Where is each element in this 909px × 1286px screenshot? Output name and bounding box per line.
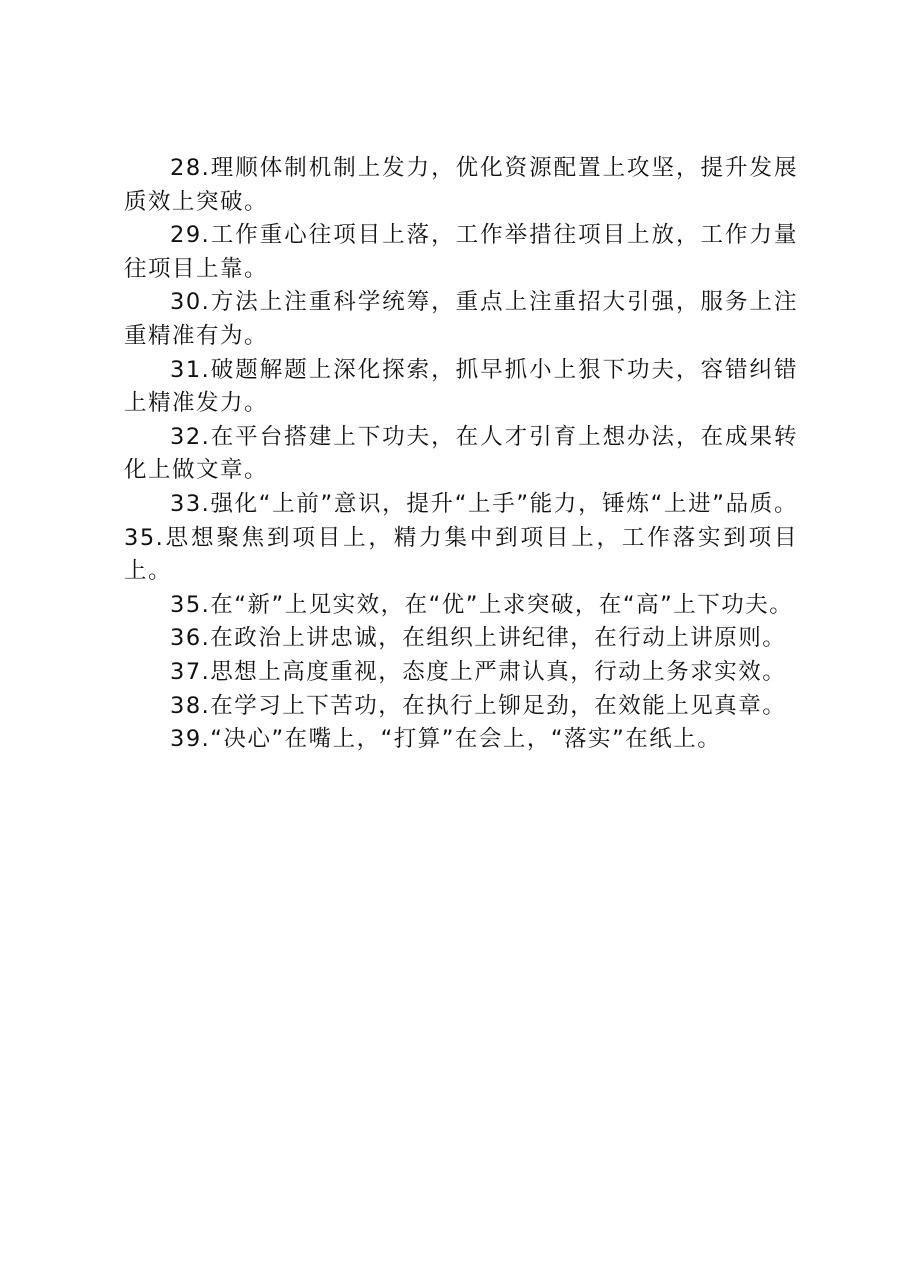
paragraph-39: 39.“决心”在嘴上，“打算”在会上，“落实”在纸上。 xyxy=(170,726,722,753)
paragraph-32: 32.在平台搭建上下功夫，在人才引育上想办法，在成果转化上做文章。 xyxy=(124,423,798,484)
paragraph-38: 38.在学习上下苦功，在执行上铆足劲，在效能上见真章。 xyxy=(170,692,787,719)
document-body xyxy=(124,152,798,757)
paragraph-30: 30.方法上注重科学统筹，重点上注重招大引强，服务上注重精准有为。 xyxy=(124,289,798,349)
paragraph-28: 28.理顺体制机制上发力，优化资源配置上攻坚，提升发展质效上突破。 xyxy=(124,155,798,215)
paragraph-37: 37.思想上高度重视，态度上严肃认真，行动上务求实效。 xyxy=(170,658,787,685)
paragraph-33: 33.强化“上前”意识，提升“上手”能力，锤炼“上进”品质。35.思想聚焦到项目上，精力集中到项目上，工作落实到项目上。 xyxy=(124,490,798,585)
paragraph-35: 35.在“新”上见实效，在“优”上求突破，在“高”上下功夫。 xyxy=(170,591,794,618)
paragraph-36: 36.在政治上讲忠诚，在组织上讲纪律，在行动上讲原则。 xyxy=(170,625,787,652)
paragraph-29: 29.工作重心往项目上落，工作举措往项目上放，工作力量往项目上靠。 xyxy=(124,222,798,282)
paragraph-31: 31.破题解题上深化探索，抓早抓小上狠下功夫，容错纠错上精准发力。 xyxy=(124,356,798,417)
